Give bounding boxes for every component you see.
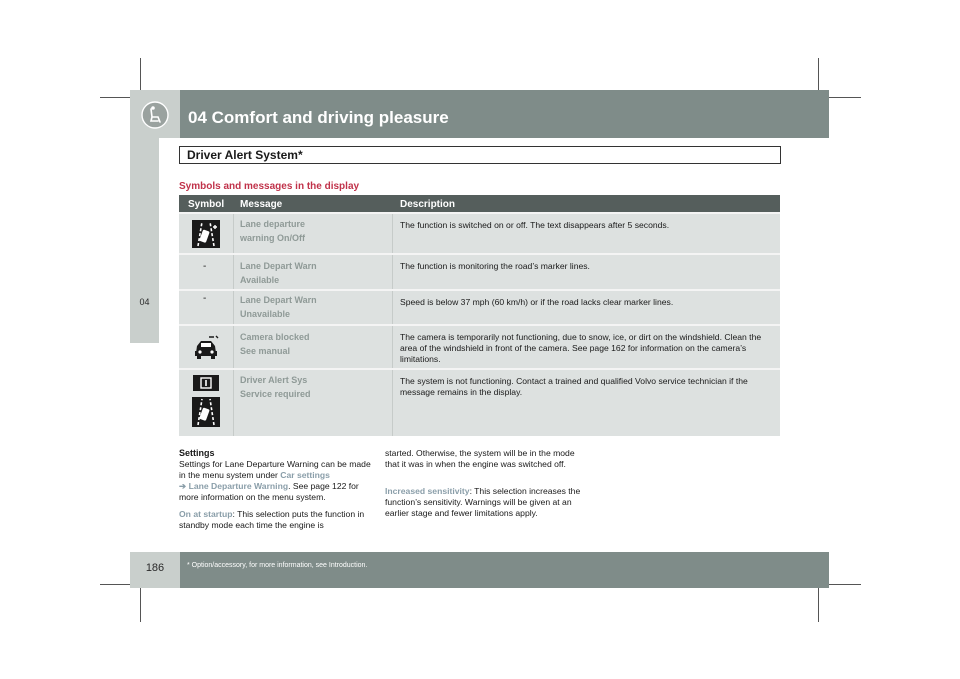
symbol-cell bbox=[179, 214, 234, 253]
description-cell: The function is monitoring the road’s marker lines. bbox=[400, 261, 590, 271]
text: . See page 122 for more information on the menu system. bbox=[179, 481, 359, 502]
option-term: Increased sensitivity bbox=[385, 486, 470, 496]
option-on-at-startup bbox=[179, 509, 375, 531]
description-cell: Speed is below 37 mph (60 km/h) or if the road lacks clear marker lines. bbox=[400, 297, 674, 307]
table-row bbox=[179, 289, 780, 324]
service-icon bbox=[193, 375, 219, 391]
message-line: Camera blocked bbox=[240, 332, 310, 342]
menu-path-lane-departure-warning: Lane Departure Warning bbox=[188, 481, 289, 491]
option-text: : This selection puts the function in standby mode each time the engine is bbox=[179, 509, 365, 530]
message-cell bbox=[234, 291, 393, 324]
message-line: Lane departure bbox=[240, 219, 306, 229]
column-header-message: Message bbox=[240, 199, 283, 210]
table-row bbox=[179, 212, 780, 253]
text: Settings for Lane Departure Warning can be made in the menu system under bbox=[179, 459, 371, 480]
page-number: 186 bbox=[145, 562, 165, 574]
message-cell bbox=[234, 326, 393, 368]
message-line: Lane Depart Warn bbox=[240, 295, 317, 305]
menu-path-car-settings: Car settings bbox=[280, 470, 330, 480]
column-header-symbol: Symbol bbox=[188, 199, 225, 210]
symbols-table bbox=[179, 195, 780, 436]
symbol-cell bbox=[179, 255, 234, 289]
chapter-sidebar bbox=[130, 138, 159, 343]
message-line: Driver Alert Sys bbox=[240, 375, 308, 385]
chapter-title: 04 Comfort and driving pleasure bbox=[188, 108, 449, 127]
option-increased-sensitivity bbox=[385, 486, 581, 519]
table-row bbox=[179, 324, 780, 368]
table-header bbox=[179, 195, 780, 212]
option-text: : This selection increases the function’s sensitivity. Warnings will be given at an earlier stage and fewer limitations apply. bbox=[385, 486, 581, 518]
symbol-dash: - bbox=[203, 293, 207, 304]
column-header-description: Description bbox=[400, 199, 456, 210]
message-cell bbox=[234, 214, 393, 253]
message-line: Lane Depart Warn bbox=[240, 261, 317, 271]
description-cell: The function is switched on or off. The text disappears after 5 seconds. bbox=[400, 220, 670, 230]
symbol-cell bbox=[179, 370, 234, 436]
description-cell: The camera is temporarily not functioning, due to snow, ice, or dirt on the windshield. Clean the area of the windshield in front of the camera. See page 162 for information on the camera’s limitations. bbox=[400, 332, 762, 364]
message-line: See manual bbox=[240, 346, 291, 356]
message-line: warning On/Off bbox=[240, 233, 305, 243]
camera-blocked-icon bbox=[192, 333, 220, 361]
message-cell bbox=[234, 370, 393, 436]
symbol-cell bbox=[179, 326, 234, 368]
table-row bbox=[179, 368, 780, 436]
section-header-title: Driver Alert System* bbox=[187, 148, 303, 162]
footer-bar bbox=[180, 552, 829, 588]
table-row bbox=[179, 253, 780, 289]
settings-paragraph bbox=[179, 459, 375, 503]
symbol-dash: - bbox=[203, 261, 207, 272]
table-title: Symbols and messages in the display bbox=[179, 181, 360, 192]
lane-departure-icon bbox=[192, 397, 220, 427]
settings-heading: Settings bbox=[179, 448, 215, 458]
footnote: * Option/accessory, for more information, see Introduction. bbox=[187, 562, 368, 569]
arrow-icon: ➔ bbox=[179, 481, 187, 491]
section-header bbox=[179, 146, 781, 164]
message-line: Service required bbox=[240, 389, 311, 399]
symbol-cell bbox=[179, 291, 234, 324]
lane-departure-icon bbox=[192, 220, 220, 248]
message-line: Unavailable bbox=[240, 309, 291, 319]
option-term: On at startup bbox=[179, 509, 233, 519]
message-line: Available bbox=[240, 275, 280, 285]
message-cell bbox=[234, 255, 393, 289]
chapter-number: 04 bbox=[139, 297, 150, 307]
seat-icon bbox=[141, 101, 169, 129]
description-cell: The system is not functioning. Contact a trained and qualified Volvo service technician if the message remains in the display. bbox=[400, 376, 748, 397]
settings-paragraph-continued: started. Otherwise, the system will be in the mode that it was in when the engine was switched off. bbox=[385, 448, 575, 469]
